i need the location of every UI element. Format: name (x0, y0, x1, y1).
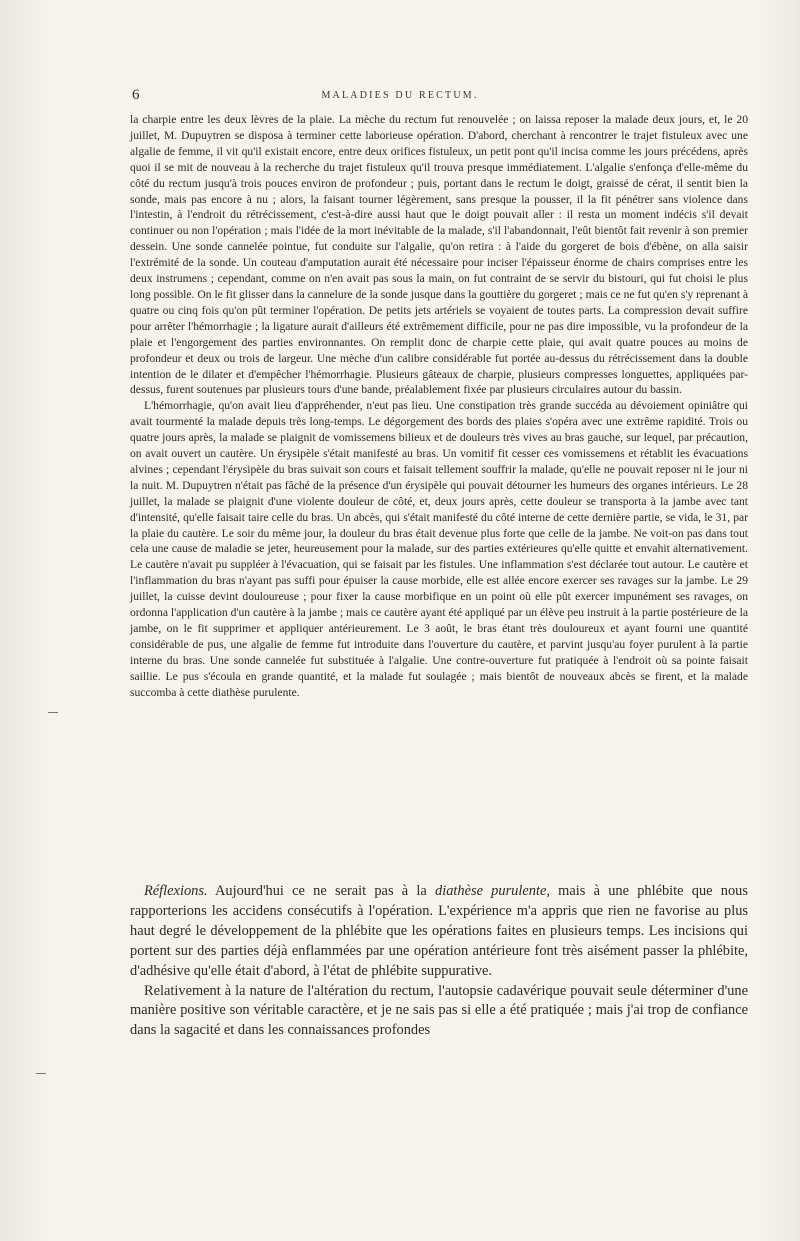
running-head (0, 87, 800, 107)
main-text-section (130, 882, 748, 1041)
margin-mark (48, 712, 58, 713)
reflexions-text-a: Aujourd'hui ce ne serait pas à la (207, 883, 435, 899)
paragraph: Relativement à la nature de l'altération du rectum, l'autopsie cadavérique pouvait seule déterminer d'une manière positive son véritable caractère, et je ne sais pas si elle a été pratiquée ; mais j'ai trop de confiance dans la sagacité et dans les connaissances profondes (130, 982, 748, 1039)
small-print-section (130, 112, 748, 701)
margin-mark (36, 1073, 46, 1074)
paragraph: L'hémorrhagie, qu'on avait lieu d'appréhender, n'eut pas lieu. Une constipation très grande succéda au dévoiement opiniâtre qui avait tourmenté la malade depuis très long-temps. Le dégorgement des bords des plaies s'opéra avec une extrême rapidité. Trois ou quatre jours après, la malade se plaignit de vomissemens bilieux et de douleurs très vives au bras gauche, sur lequel, par précaution, on avait ouvert un cautère. Un érysipèle s'était manifesté au bras. Un vomitif fit cesser ces vomissemens et rétablit les évacuations alvines ; cependant l'érysipèle du bras suivait son cours et faisait tellement souffrir la malade, qu'elle ne pouvait reposer ni le jour ni la nuit. M. Dupuytren n'était pas fâché de la présence d'un érysipèle qui pouvait détourner les humeurs des organes intérieurs. Le 28 juillet, la malade se plaignit d'une violente douleur de côté, et, deux jours après, cette douleur se transporta à la jambe avec tant d'intensité, qu'elle faisait taire celle du bras. Un abcès, qui s'était manifesté du côté interne de cette dernière partie, se vida, le 31, par la plaie du cautère. Le soir du même jour, la douleur du bras était devenue plus forte que celle de la jambe. Ne voit-on pas dans tout cela une cause de maladie se jeter, heureusement pour la malade, sur des parties extérieures qu'elle quitte et envahit alternativement. Le cautère n'avait pu suppléer à l'évacuation, qui se faisait par les fistules. Une inflammation s'est déclarée tout autour. Le cautère et l'inflammation du bras n'ayant pas suffi pour épuiser la cause morbide, elle est allée encore exercer ses ravages sur la jambe. Le 29 juillet, la cuisse devint douloureuse ; pour fixer la cause morbifique en un point où elle pût exercer impunément ses ravages, on ordonna l'application d'un cautère à la jambe ; mais ce cautère ayant été appliqué par un élève peu instruit à la partie postérieure de la jambe, on le fit supprimer et appliquer antérieurement. Le 3 août, le bras étant très douloureux et ayant fourni une quantité considérable de pus, une algalie de femme fut introduite dans l'ouverture du cautère, et parvint jusqu'au foyer purulent à la partie interne du bras. Une sonde cannelée fut substituée à l'algalie. Une contre-ouverture fut pratiquée à l'endroit où sa pointe faisait saillie. Le pus s'écoula en grande quantité, et la malade fut soulagée ; mais bientôt de nouveaux abcès se firent, et la malade succomba à cette diathèse purulente. (130, 399, 748, 699)
running-title: MALADIES DU RECTUM. (321, 90, 479, 101)
page-number: 6 (132, 87, 140, 103)
paragraph: la charpie entre les deux lèvres de la plaie. La mèche du rectum fut renouvelée ; on laissa reposer la malade deux jours, et, le 20 juillet, M. Dupuytren se disposa à terminer cette laborieuse opération. D'abord, cherchant à rencontrer le trajet fistuleux avec une algalie de femme, il vit qu'il existait encore, entre deux orifices fistuleux, un petit pont qu'il incisa comme les jours précédens, après quoi il se mit de nouveau à la recherche du trajet fistuleux qu'il trouva presque immédiatement. L'algalie s'enfonça d'elle-même du côté du rectum jusqu'à trois pouces environ de profondeur ; puis, portant dans le rectum le doigt, graissé de cérat, il sentit bien la sonde, mais pas encore à nu ; alors, la faisant tourner légèrement, sans presque la pousser, il la fit pénétrer sans violence dans l'intestin, à l'endroit du rétrécissement, c'est-à-dire aussi haut que le doigt pouvait aller : il resta un moment indécis s'il devait continuer ou non l'opération ; mais l'idée de la mort inévitable de la malade, s'il l'abandonnait, l'eût bientôt fait revenir à son premier dessein. Une sonde cannelée pointue, fut conduite sur l'algalie, qu'on retira : à l'aide du gorgeret de bois d'ébène, on alla saisir l'extrémité de la sonde. Un couteau d'amputation aurait été nécessaire pour inciser l'épaisseur énorme de chairs comprises entre les deux instrumens ; cependant, comme on n'en avait pas sous la main, on fut contraint de se servir du bistouri, qui fut choisi le plus long possible. On le fit glisser dans la cannelure de la sonde jusque dans la gouttière du gorgeret ; mais ce ne fut qu'en s'y reprenant à quatre ou cinq fois qu'on pût terminer l'opération. De petits jets artériels se voyaient de toutes parts. La compression devait suffire pour arrêter l'hémorrhagie ; la ligature aurait d'ailleurs été extrêmement difficile, pour ne pas dire impossible, vu la profondeur de la plaie et l'engorgement des parties environnantes. On remplit donc de charpie cette plaie, qui avait quatre pouces au moins de profondeur et deux ou trois de largeur. Une mèche d'un calibre considérable fut portée au-dessus du rétrécissement dans la double intention de le dilater et d'empêcher l'hémorrhagie. Plusieurs gâteaux de charpie, plusieurs compresses longuettes, appliquées par-dessus, furent soutenues par plusieurs tours d'une bande, préalablement fixée par plusieurs circulaires autour du bassin. (130, 113, 748, 397)
reflexions-text-b: , mais à une phlébite que nous rapporterions les accidens consécutifs à l'opération. L'expérience m'a appris que rien ne favorise au plus haut degré le développement de la phlébite que les opérations faites en plusieurs temps. Les incisions qui portent sur des parties déjà enflammées par une opération antérieure font très aisément passer la phlébite, d'adhésive qu'elle était d'abord, à l'état de phlébite suppurative. (130, 883, 748, 979)
reflexions-italic-term: diathèse purulente (435, 883, 547, 899)
reflexions-label: Réflexions. (144, 883, 208, 899)
reflexions-paragraph (130, 882, 748, 982)
